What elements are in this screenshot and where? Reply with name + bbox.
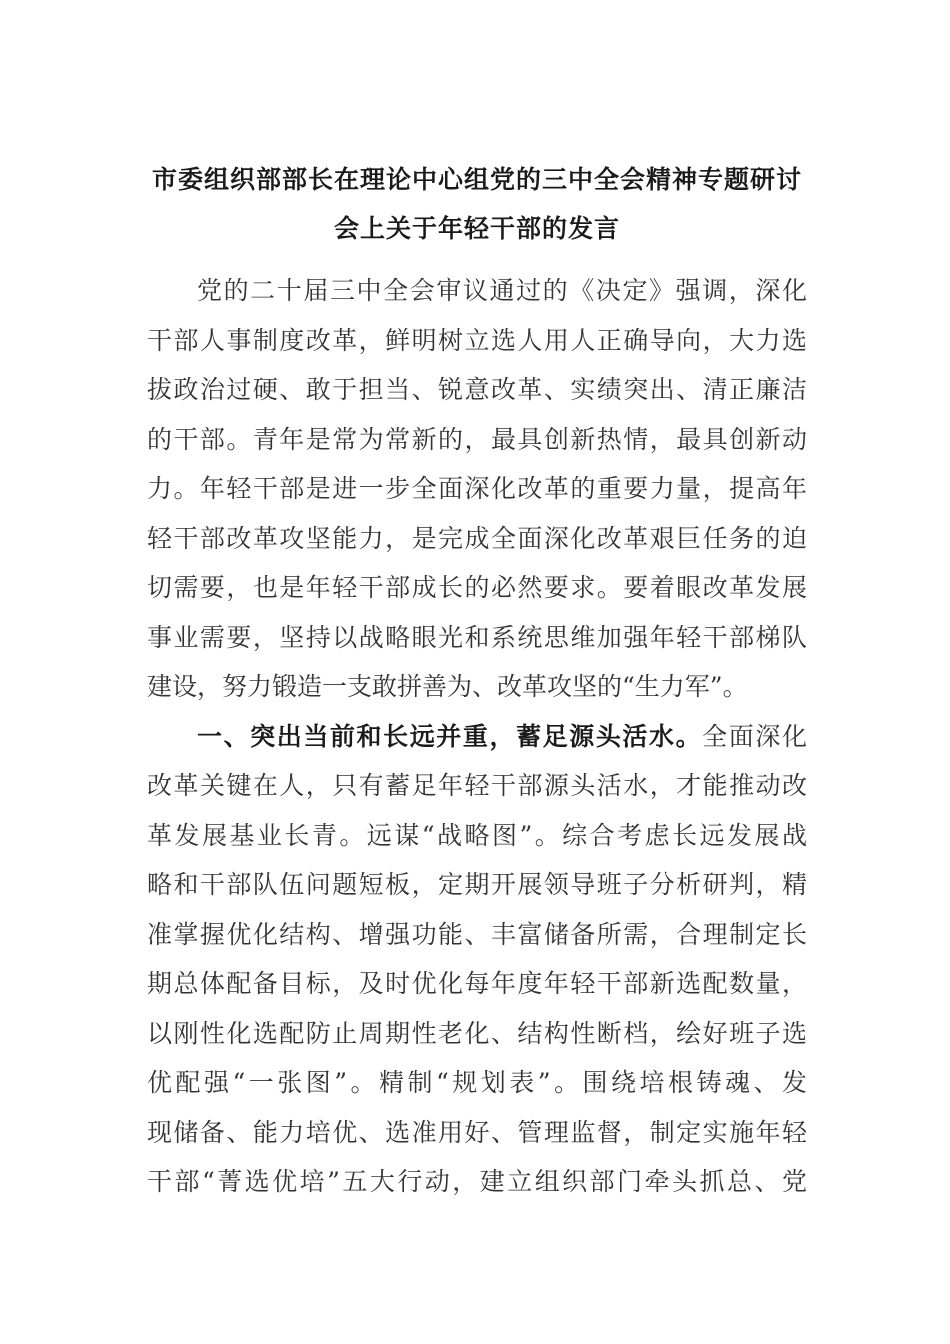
paragraph-1-line: 力。年轻干部是进一步全面深化改革的重要力量，提高年	[147, 474, 807, 503]
document-title-line-1: 市委组织部部长在理论中心组党的三中全会精神专题研讨	[151, 165, 802, 194]
section-1-line: 略和干部队伍问题短板，定期开展领导班子分析研判，精	[147, 870, 807, 899]
paragraph-1-line: 拔政治过硬、敢于担当、锐意改革、实绩突出、清正廉洁	[147, 375, 807, 404]
section-1-first-line-text: 全面深化	[702, 721, 807, 751]
paragraph-1-line: 切需要，也是年轻干部成长的必然要求。要着眼改革发展	[147, 573, 807, 602]
paragraph-1-line: 干部人事制度改革，鲜明树立选人用人正确导向，大力选	[147, 325, 807, 355]
section-1-line: 改革关键在人，只有蓄足年轻干部源头活水，才能推动改	[147, 771, 807, 800]
paragraph-1-line: 党的二十届三中全会审议通过的《决定》强调，深化	[197, 276, 807, 305]
document-title-line-2: 会上关于年轻干部的发言	[333, 214, 620, 243]
section-1-first-line	[147, 712, 807, 762]
section-1-line: 干部“菁选优培”五大行动，建立组织部门牵头抓总、党	[147, 1167, 807, 1196]
paragraph-1-line: 事业需要，坚持以战略眼光和系统思维加强年轻干部梯队	[147, 622, 807, 652]
section-1-line: 以刚性化选配防止周期性老化、结构性断档，绘好班子选	[147, 1018, 807, 1048]
paragraph-1-line: 建设，努力锻造一支敢拼善为、改革攻坚的“生力军”。	[147, 672, 748, 701]
section-1-line: 优配强“一张图”。精制“规划表”。围绕培根铸魂、发	[147, 1068, 807, 1097]
section-1-heading: 一、突出当前和长远并重，蓄足源头活水。	[197, 721, 703, 751]
section-1-line: 现储备、能力培优、选准用好、管理监督，制定实施年轻	[147, 1117, 807, 1147]
section-1-line: 准掌握优化结构、增强功能、丰富储备所需，合理制定长	[147, 919, 807, 949]
document-body	[147, 266, 807, 1207]
section-1-line: 期总体配备目标，及时优化每年度年轻干部新选配数量，	[147, 969, 807, 998]
paragraph-1-line: 轻干部改革攻坚能力，是完成全面深化改革艰巨任务的迫	[147, 523, 807, 553]
paragraph-1-line: 的干部。青年是常为常新的，最具创新热情，最具创新动	[147, 424, 807, 454]
section-1-line: 革发展基业长青。远谋“战略图”。综合考虑长远发展战	[147, 820, 807, 850]
